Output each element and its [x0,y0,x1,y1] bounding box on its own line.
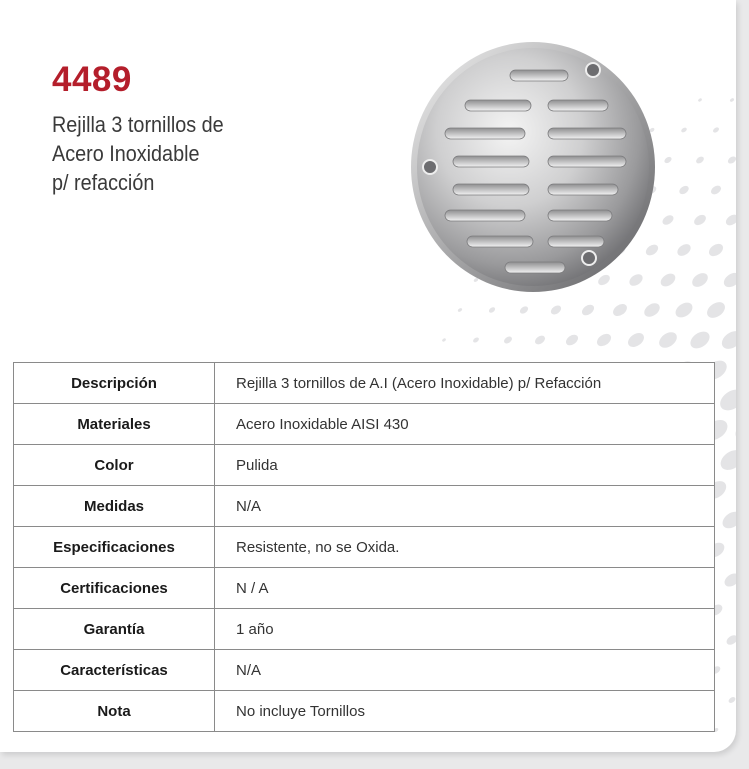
spec-row [14,568,715,609]
grille-slot [505,262,565,273]
grille-slot [548,156,626,167]
grille-slot [548,128,626,139]
spec-value: N/A [215,486,715,527]
spec-label: Medidas [14,486,215,527]
spec-row [14,609,715,650]
grille-slot [548,210,612,221]
product-title-line-1: Rejilla 3 tornillos de [52,112,224,137]
grille-slot [548,100,608,111]
spec-value: No incluye Tornillos [215,691,715,732]
spec-row [14,527,715,568]
spec-value: 1 año [215,609,715,650]
grille-slot [445,210,525,221]
spec-label: Color [14,445,215,486]
grille-slot [465,100,531,111]
spec-row [14,486,715,527]
grille-slot [548,184,618,195]
grille-slot [453,156,529,167]
grille-slot [548,236,604,247]
spec-value: Acero Inoxidable AISI 430 [215,404,715,445]
grille-slot [453,184,529,195]
spec-row [14,445,715,486]
spec-label: Certificaciones [14,568,215,609]
spec-label: Materiales [14,404,215,445]
spec-value: N/A [215,650,715,691]
grille-slot [467,236,533,247]
spec-row [14,404,715,445]
spec-label: Nota [14,691,215,732]
spec-label: Características [14,650,215,691]
spec-row [14,363,715,404]
round-drain-grille-image [405,30,665,300]
product-code: 4489 [52,60,132,99]
grille-slot [445,128,525,139]
spec-label: Descripción [14,363,215,404]
spec-row [14,650,715,691]
spec-label: Especificaciones [14,527,215,568]
product-title-line-3: p/ refacción [52,170,155,195]
spec-value: Pulida [215,445,715,486]
spec-value: Resistente, no se Oxida. [215,527,715,568]
spec-label: Garantía [14,609,215,650]
grille-slot [510,70,568,81]
product-title [52,110,286,197]
spec-value: N / A [215,568,715,609]
product-title-line-2: Acero Inoxidable [52,141,200,166]
spec-value: Rejilla 3 tornillos de A.I (Acero Inoxidable) p/ Refacción [215,363,715,404]
spec-row [14,691,715,732]
specs-table [13,362,715,732]
